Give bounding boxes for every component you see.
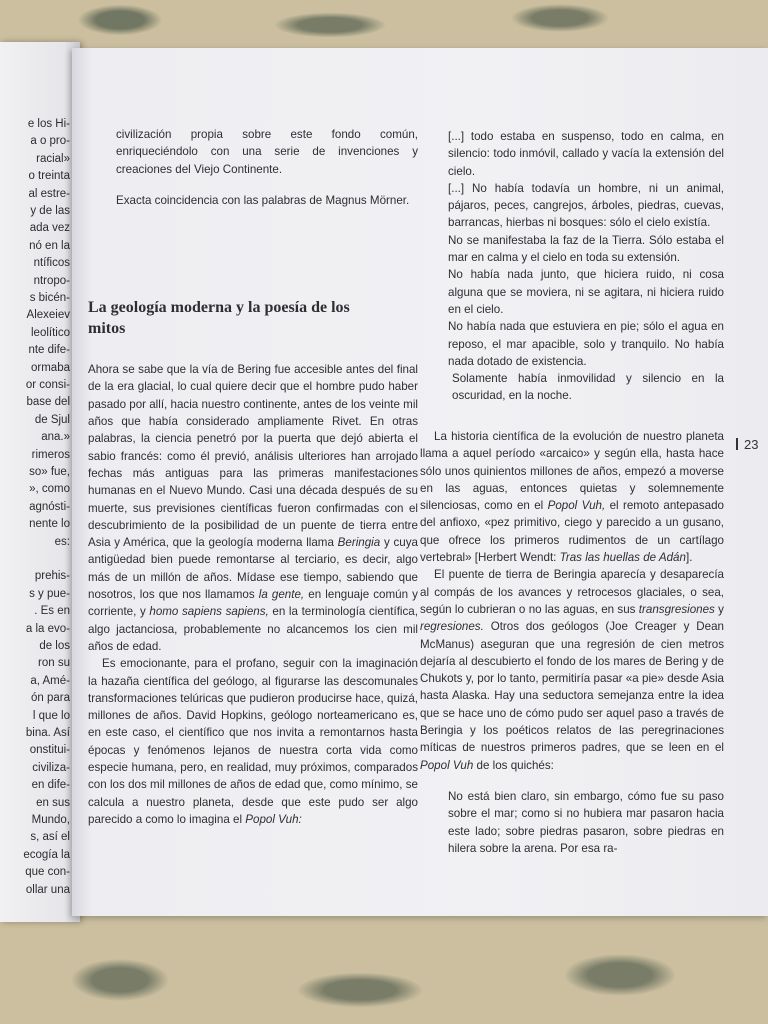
- right-column-body: [420, 428, 724, 857]
- left-page-fragment: rimeros: [31, 448, 70, 461]
- text-em: Popol Vuh: [420, 758, 474, 772]
- left-page-fragment: l que lo: [32, 709, 70, 722]
- body-paragraph-1: [88, 361, 418, 655]
- left-page-fragment: . Es en: [34, 605, 70, 618]
- left-page: [0, 42, 80, 922]
- page-number-text: 23: [744, 437, 759, 452]
- text-span: en la terminología científica, algo jactanciosa, probablemente no alcancemos los cien mil años de edad.: [88, 605, 418, 653]
- text-em: homo sapiens sapiens,: [149, 605, 269, 619]
- left-page-fragment: a, Amé-: [30, 674, 70, 687]
- left-page-fragment: racial»: [36, 152, 70, 165]
- left-page-fragment: que con-: [25, 866, 70, 879]
- text-em: Popol Vuh,: [547, 499, 606, 513]
- left-page-fragment: Alexeiev: [26, 309, 70, 322]
- left-page-fragment: ntíficos: [33, 257, 70, 270]
- left-page-fragment: s, así el: [30, 831, 70, 844]
- left-page-fragment: agnósti-: [29, 500, 70, 513]
- quote-line: No se manifestaba la faz de la Tierra. Sólo estaba el mar en calma y el cielo en toda su extensión.: [448, 233, 724, 265]
- left-page-fragment: or consi-: [25, 379, 70, 391]
- quote-line: [...] todo estaba en suspenso, todo en calma, en silencio: todo inmóvil, callado y vacía la extensión del cielo.: [448, 130, 724, 178]
- left-page-fragment: so» fue,: [29, 466, 70, 478]
- left-page-fragment: onstitui-: [29, 744, 70, 757]
- left-page-fragment: s bicén-: [29, 292, 70, 304]
- body-paragraph-3: [420, 428, 724, 566]
- text-span: de los quichés:: [476, 758, 554, 772]
- left-page-fragment: leolítico: [31, 326, 70, 339]
- text-span: y cuya antigüedad bien puede remontarse al terciario, es decir, algo más de un millón de años. Mídase ese tiempo, sabiendo que nosotros, los que nos llamamos: [88, 536, 418, 602]
- left-page-fragment: ntropo-: [33, 274, 70, 287]
- text-em: transgresiones: [638, 602, 715, 616]
- quote-line: Solamente había inmovilidad y silencio en la oscuridad, en la noche.: [452, 372, 724, 403]
- left-page-fragment: bina. Así: [25, 727, 70, 739]
- left-page-fragment: s y pue-: [29, 587, 70, 600]
- left-page-fragment: a o pro-: [30, 135, 70, 148]
- quote-line: No había nada que estuviera en pie; sólo el agua en reposo, el mar apacible, solo y tranquilo. No había nada dotado de existencia.: [448, 320, 724, 368]
- left-page-fragment: en dife-: [31, 779, 70, 792]
- right-page: [72, 48, 768, 916]
- left-page-fragment: ana.»: [41, 431, 70, 444]
- page-number: [736, 437, 758, 452]
- text-span: El puente de tierra de Beringia aparecía y desaparecía al compás de los avances y retrocesos glaciales, o sea, según lo cubrieran o no las aguas, en sus: [420, 568, 724, 616]
- text-span: La historia científica de la evolución de nuestro planeta llama a aquel período «arcaico» y según ella, hasta hace sólo unos quinientos millones de años, empezó a moverse en las aguas, entonces quietas y solemnemente silenciosas, como en el: [420, 430, 724, 513]
- intro-paragraph: civilización propia sobre este fondo común, enriqueciéndolo con una serie de invenciones y creaciones del Viejo Continente.: [116, 128, 418, 176]
- left-page-fragment: en sus: [36, 796, 70, 809]
- text-em: Beringia: [337, 536, 381, 550]
- text-span: ].: [685, 551, 693, 565]
- left-page-fragment: nte dife-: [28, 344, 70, 357]
- left-page-fragment: y de las: [30, 205, 70, 217]
- right-column: [448, 128, 724, 405]
- left-page-fragment: de los: [39, 640, 70, 652]
- text-em: regresiones.: [420, 620, 484, 634]
- quote-line: No había nada junto, que hiciera ruido, ni cosa alguna que se moviera, ni se agitara, ni hiciera ruido en el cielo.: [448, 268, 724, 316]
- left-page-fragment: », como: [29, 483, 70, 496]
- text-span: Otros dos geólogos (Joe Creager y Dean McManus) aseguran que una regresión de cien metros dejaría al descubierto el fondo de los mares de Bering y de Chukots y, por lo tanto, permitiría pasar «a pie» desde Asia hasta Alaska. Hay una seductora semejanza entre la idea que se hace uno de cómo pudo ser aquel paso a través de Beringia y los poéticos relatos de las peregrinaciones míticas de nuestros primeros padres, que se leen en el: [420, 620, 724, 755]
- left-page-fragment: o treinta: [28, 170, 70, 183]
- left-page-fragment: nó en la: [29, 239, 70, 252]
- text-span: en lenguaje común y corriente, y: [88, 588, 418, 619]
- page-number-rule: [736, 438, 738, 450]
- left-page-fragment: al estre-: [28, 187, 70, 200]
- body-paragraph-4: [420, 566, 724, 774]
- text-span: Es emocionante, para el profano, seguir con la imaginación la hazaña científica del geólogo, al figurarse las descomunales transformaciones telúricas que pudieron producirse hace, quizá, millones de años. David Hopkins, geólogo norteamericano es, en este caso, el científico que nos invita a remontarnos hasta épocas y fenómenos lejanos de nuestra corta vida como especie humana, pero, en realidad, muy próximos, comparados con los dos mil millones de años de edad que, como mínimo, se calcula a nuestro planeta, desde que este pudo ser algo parecido a como lo imagina el: [88, 657, 418, 826]
- left-page-fragment: es:: [54, 535, 70, 548]
- body-paragraph-2: [88, 655, 418, 828]
- left-page-fragment: ollar una: [25, 883, 70, 896]
- text-span: y: [718, 602, 724, 616]
- text-em: Popol Vuh:: [245, 812, 302, 826]
- left-page-fragment: a la evo-: [25, 622, 70, 635]
- left-page-fragment: Mundo,: [31, 814, 70, 826]
- left-page-fragment: nente lo: [29, 518, 70, 531]
- left-page-fragment: de Sjul: [34, 413, 70, 426]
- text-span: Ahora se sabe que la vía de Bering fue accesible antes del final de la era glacial, lo cual quiere decir que el hombre pudo haber pasado por allí, hacia nuestro continente, antes de los veinte mil años que había considerado ampliamente Rivet. En otras palabras, la ciencia penetró por la puerta que dejó abierta el sabio francés: como él previó, análisis ulteriores han arrojado fechas más antiguas para las primeras manifestaciones humanas en el Nuevo Mundo. Casi una década después de su muerte, sus previsiones científicas fueron confirmadas con el descubrimiento de la posibilidad de un puente de tierra entre Asia y América, que la geología moderna llama: [88, 363, 418, 550]
- intro-paragraph-2: Exacta coincidencia con las palabras de Magnus Mörner.: [116, 193, 410, 207]
- left-page-fragment: ecogía la: [23, 848, 70, 861]
- left-column: [88, 126, 418, 828]
- left-page-fragment: civiliza-: [32, 761, 70, 774]
- quote-block: No está bien claro, sin embargo, cómo fue su paso sobre el mar; como si no hubiera mar pasaron hacia este lado; sobre piedras pasaron, sobre piedras en hilera sobre la arena. Por esa ra-: [448, 789, 724, 855]
- left-page-fragment: base del: [26, 396, 70, 409]
- text-em: la gente,: [258, 588, 305, 602]
- left-page-fragment: ada vez: [29, 222, 70, 235]
- quote-line: [...] No había todavía un hombre, ni un animal, pájaros, peces, cangrejos, árboles, piedras, cuevas, barrancas, hierbas ni bosques: sólo el cielo existía.: [448, 181, 724, 230]
- left-page-fragment: ron su: [38, 657, 70, 670]
- left-page-fragment: ormaba: [31, 361, 70, 374]
- text-em: Tras las huellas de Adán: [559, 551, 686, 565]
- left-page-fragment: ón para: [30, 692, 70, 705]
- text-span: el remoto antepasado del anfioxo, «pez primitivo, ciego y parecido a un gusano, que ofrece los primeros rudimentos de un cartílago vertebral» [Herbert Wendt:: [420, 499, 724, 565]
- left-page-fragment: e los Hi-: [27, 118, 70, 130]
- section-heading: La geología moderna y la poesía de los mitos: [88, 299, 350, 338]
- left-page-fragment: prehis-: [34, 570, 70, 583]
